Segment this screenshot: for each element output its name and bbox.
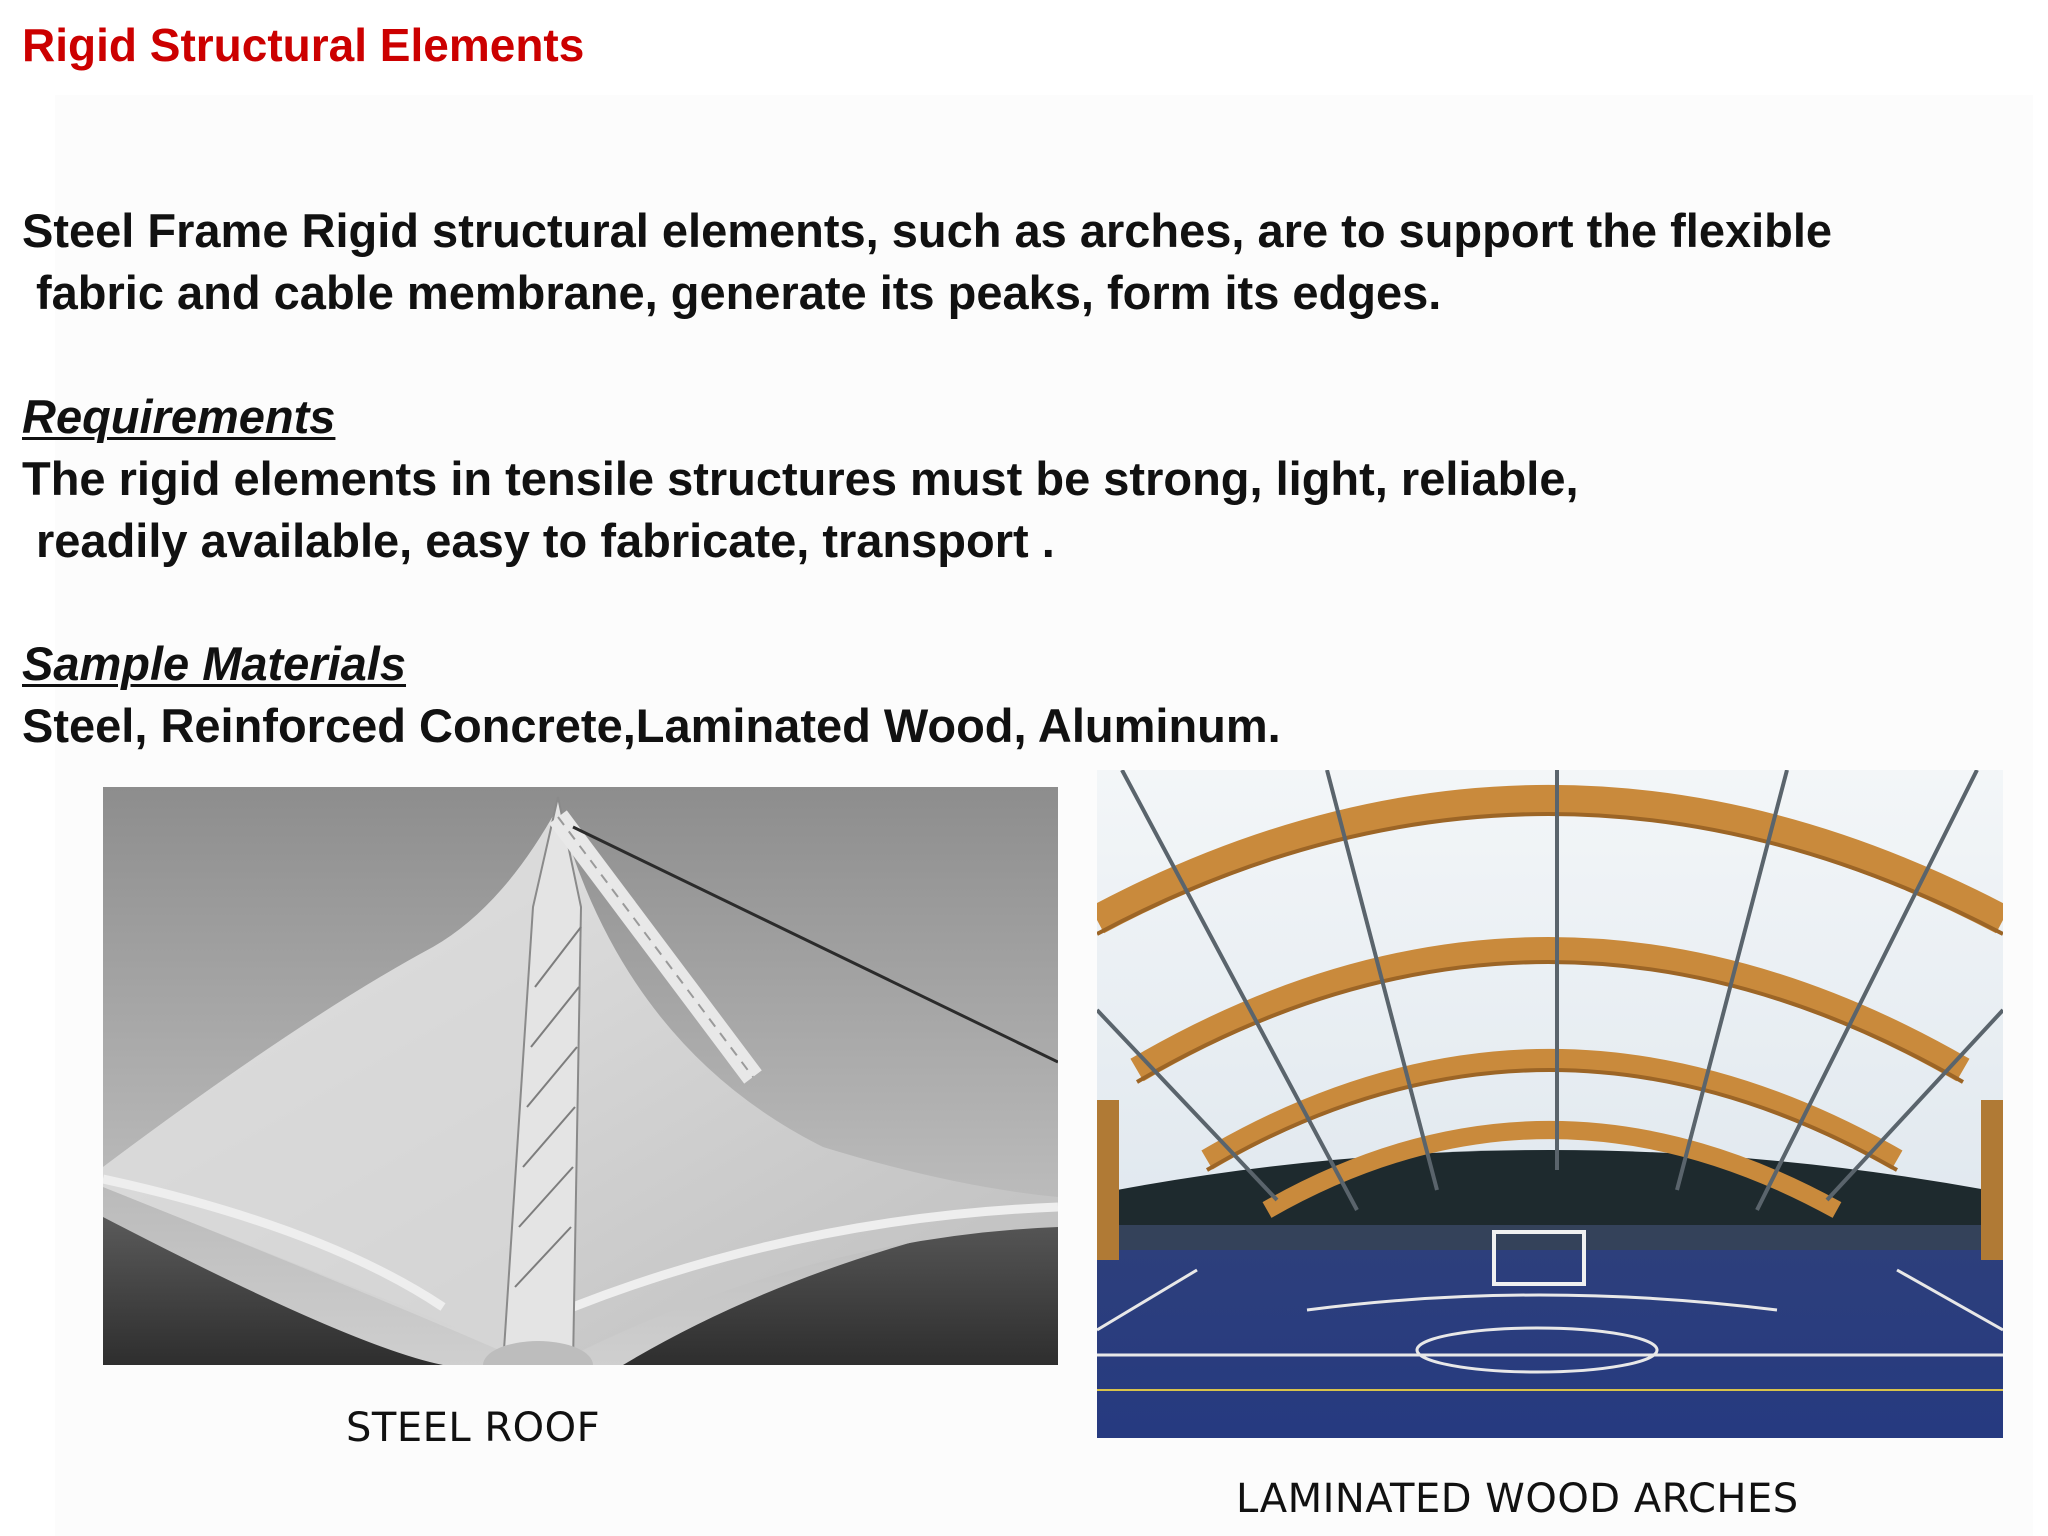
steel-roof-caption: STEEL ROOF — [346, 1405, 601, 1451]
laminated-wood-arches-caption: LAMINATED WOOD ARCHES — [1236, 1476, 1799, 1522]
intro-paragraph — [22, 200, 1832, 324]
materials-line-1: Steel, Reinforced Concrete,Laminated Wood, Aluminum. — [22, 699, 1281, 752]
intro-line-2: fabric and cable membrane, generate its peaks, form its edges. — [36, 266, 1442, 319]
materials-heading: Sample Materials — [22, 637, 407, 690]
steel-roof-photo — [103, 787, 1058, 1365]
requirements-line-2: readily available, easy to fabricate, transport . — [36, 514, 1055, 567]
intro-line-1: Steel Frame Rigid structural elements, such as arches, are to support the flexible — [22, 204, 1833, 257]
slide-title: Rigid Structural Elements — [22, 19, 585, 71]
materials-section — [22, 633, 1281, 757]
laminated-wood-arches-photo — [1097, 770, 2003, 1438]
requirements-section — [22, 386, 1579, 572]
requirements-line-1: The rigid elements in tensile structures must be strong, light, reliable, — [22, 452, 1579, 505]
requirements-heading: Requirements — [22, 390, 336, 443]
